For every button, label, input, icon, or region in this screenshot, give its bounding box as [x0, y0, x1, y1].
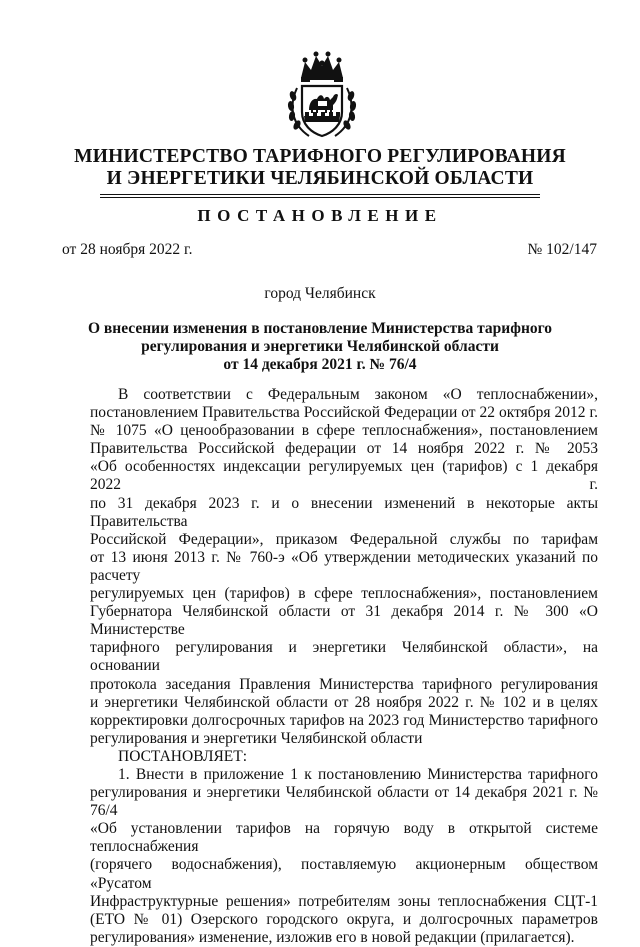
body-line: регулирования и энергетики Челябинской области от 14 декабря 2021 г. № 76/4 [90, 784, 598, 820]
body-line: тарифного регулирования и энергетики Челябинской области», на основании [90, 639, 598, 675]
resolution-keyword: ПОСТАНОВЛЯЕТ: [118, 747, 248, 765]
body-line: регулируемых цен (тарифов) в сфере теплоснабжения», постановлением [90, 585, 598, 603]
document-type-title: ПОСТАНОВЛЕНИЕ [197, 206, 443, 225]
chelyabinsk-coat-of-arms-icon [287, 50, 357, 142]
body-line: (ЕТО № 01) Озерского городского округа, и долгосрочных параметров [90, 910, 598, 928]
ministry-name-line2: И ЭНЕРГЕТИКИ ЧЕЛЯБИНСКОЙ ОБЛАСТИ [106, 168, 534, 189]
body-line: Инфраструктурные решения» потребителям зоны теплоснабжения СЦТ-1 [90, 892, 598, 910]
body-line: и энергетики Челябинской области от 28 ноября 2022 г. № 102 и в целях [90, 693, 598, 711]
document-subject [0, 320, 640, 374]
subject-line: регулирования и энергетики Челябинской области [141, 338, 499, 355]
body-line: «Об особенностях индексации регулируемых цен (тарифов) с 1 декабря 2022 г. [90, 458, 598, 494]
document-city: город Челябинск [264, 285, 376, 302]
document-number: № 102/147 [527, 241, 597, 258]
header-divider [100, 194, 540, 195]
body-line: «Об установлении тарифов на горячую воду в открытой системе теплоснабжения [90, 820, 598, 856]
body-line: № 1075 «О ценообразовании в сфере теплоснабжения», постановлением [90, 422, 598, 440]
subject-line: О внесении изменения в постановление Министерства тарифного [87, 320, 553, 337]
body-line: Российской Федерации», приказом Федеральной службы по тарифам [90, 530, 598, 548]
ministry-name-line1: МИНИСТЕРСТВО ТАРИФНОГО РЕГУЛИРОВАНИЯ [74, 146, 566, 167]
body-line: В соответствии с Федеральным законом «О теплоснабжении», [118, 386, 598, 403]
body-line: регулирования и энергетики Челябинской области [90, 729, 423, 747]
body-line: по 31 декабря 2023 г. и о внесении изменений в некоторые акты Правительства [90, 494, 598, 530]
body-line: постановлением Правительства Российской Федерации от 22 октября 2012 г. [90, 404, 598, 422]
body-line: 1. Внести в приложение 1 к постановлению Министерства тарифного [118, 765, 598, 783]
body-line: Губернатора Челябинской области от 31 декабря 2014 г. № 300 «О Министерстве [90, 603, 598, 639]
body-line: (горячего водоснабжения), поставляемую акционерным обществом «Русатом [90, 856, 598, 892]
document-date: от 28 ноября 2022 г. [62, 241, 193, 258]
body-line: корректировки долгосрочных тарифов на 2023 год Министерство тарифного [90, 711, 598, 729]
body-line: регулирования» изменение, изложив его в новой редакции (прилагается). [90, 928, 575, 946]
document-body [90, 386, 598, 947]
body-line: от 13 июня 2013 г. № 760-э «Об утверждении методических указаний по расчету [90, 548, 598, 584]
body-line: протокола заседания Правления Министерства тарифного регулирования [90, 675, 598, 693]
header-divider [100, 197, 540, 198]
body-line: Правительства Российской федерации от 14 ноября 2022 г. № 2053 [90, 440, 598, 458]
subject-line: от 14 декабря 2021 г. № 76/4 [223, 356, 417, 373]
